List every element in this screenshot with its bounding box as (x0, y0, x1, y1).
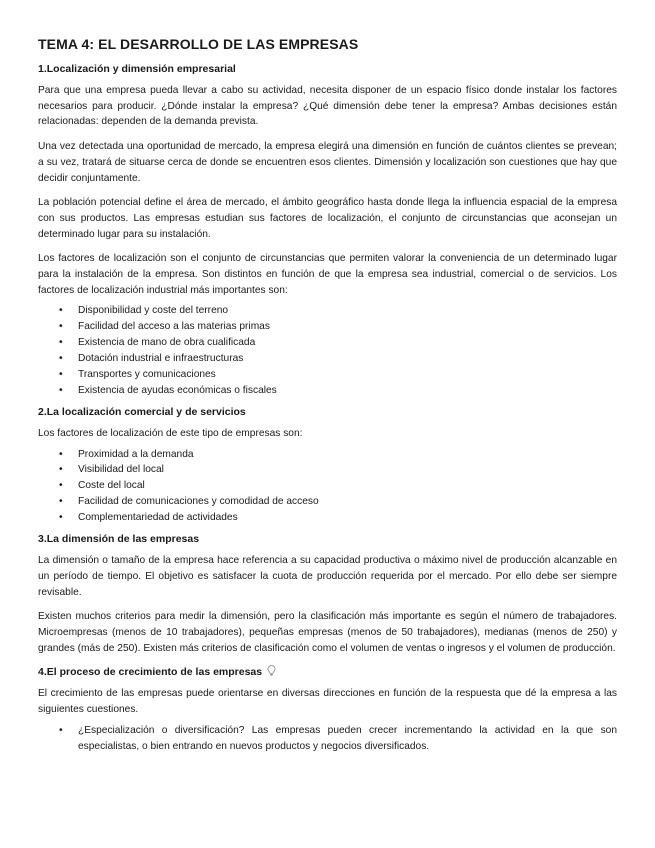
paragraph: Existen muchos criterios para medir la dimensión, pero la clasificación más importante es según el número de trabajadores. Microempresas (menos de 10 trabajadores), pequeñas empresas (menos de 50 trabajadores), medianas (menos de 250) y grandes (más de 250). Existen más criterios de clasificación como el volumen de ventas o ingresos y el volumen de producción. (38, 611, 617, 654)
bullet-icon: • (59, 464, 63, 476)
paragraph: Los factores de localización de este tipo de empresas son: (38, 427, 303, 439)
list-item: • Facilidad del acceso a las materias primas (38, 319, 617, 335)
bullet-icon: • (59, 321, 63, 333)
bullet-list-commercial-factors (38, 447, 617, 527)
list-item: • Coste del local (38, 478, 617, 494)
bullet-icon: • (59, 496, 63, 508)
paragraph: Para que una empresa pueda llevar a cabo su actividad, necesita disponer de un espacio físico donde instalar los factores necesarios para producir. ¿Dónde instalar la empresa? ¿Qué dimensión debe tener la empresa? Ambas decisiones están relacionadas: dependen de la demanda prevista. (38, 85, 617, 128)
list-item: • Existencia de ayudas económicas o fiscales (38, 383, 617, 399)
bullet-icon: • (59, 305, 63, 317)
list-item: • Dotación industrial e infraestructuras (38, 351, 617, 367)
list-item: • Proximidad a la demanda (38, 447, 617, 463)
list-item: • Complementariedad de actividades (38, 510, 617, 526)
bullet-icon: • (59, 337, 63, 349)
bullet-icon: • (59, 448, 63, 460)
paragraph: La dimensión o tamaño de la empresa hace referencia a su capacidad productiva o máximo nivel de producción alcanzable en un período de tiempo. El objetivo es satisfacer la cuota de producción requerida por el mercado. Por ello debe ser siempre revisable. (38, 555, 617, 598)
list-item: • Existencia de mano de obra cualificada (38, 335, 617, 351)
bullet-icon: • (59, 353, 63, 365)
list-item: • ¿Especialización o diversificación? Las empresas pueden crecer incrementando la actividad en la que son especialistas, o bien entrando en nuevos productos y negocios diversificados. (59, 724, 617, 752)
paragraph: Una vez detectada una oportunidad de mercado, la empresa elegirá una dimensión en función de cuántos clientes se prevean; a su vez, tratará de situarse cerca de donde se encuentren esos clientes. Dimensión y localización son cuestiones que hay que decidir conjuntamente. (38, 141, 617, 184)
lightbulb-icon (267, 665, 276, 676)
bullet-icon: • (59, 724, 63, 736)
document-title: TEMA 4: EL DESARROLLO DE LAS EMPRESAS (38, 36, 359, 52)
list-item: • Transportes y comunicaciones (38, 367, 617, 383)
section-heading-1: 1.Localización y dimensión empresarial (38, 63, 236, 75)
section-heading-3: 3.La dimensión de las empresas (38, 533, 200, 546)
bullet-icon: • (59, 512, 63, 524)
bullet-list-location-factors (38, 303, 617, 398)
paragraph: El crecimiento de las empresas puede orientarse en diversas direcciones en función de la respuesta que dé la empresa a las siguientes cuestiones. (38, 688, 617, 716)
section-heading-4: 4.El proceso de crecimiento de las empresas (38, 665, 617, 679)
list-item: • Disponibilidad y coste del terreno (38, 303, 617, 319)
list-item: • Facilidad de comunicaciones y comodidad de acceso (38, 494, 617, 510)
section-heading-2: 2.La localización comercial y de servicios (38, 405, 246, 418)
bullet-icon: • (59, 480, 63, 492)
paragraph: Los factores de localización son el conjunto de circunstancias que permiten valorar la conveniencia de un determinado lugar para la instalación de la empresa. Son distintos en función de que la empresa sea industrial, comercial o de servicios. Los factores de localización industrial más importantes son: (38, 253, 617, 296)
paragraph: La población potencial define el área de mercado, el ámbito geográfico hasta donde llega la influencia espacial de la empresa con sus productos. Las empresas estudian sus factores de localización, el conjunto de circunstancias que aconsejan un determinado lugar para su instalación. (38, 197, 617, 240)
bullet-icon: • (59, 384, 63, 396)
list-item: • Visibilidad del local (38, 462, 617, 478)
bullet-icon: • (59, 369, 63, 381)
bullet-list-growth (38, 723, 617, 755)
